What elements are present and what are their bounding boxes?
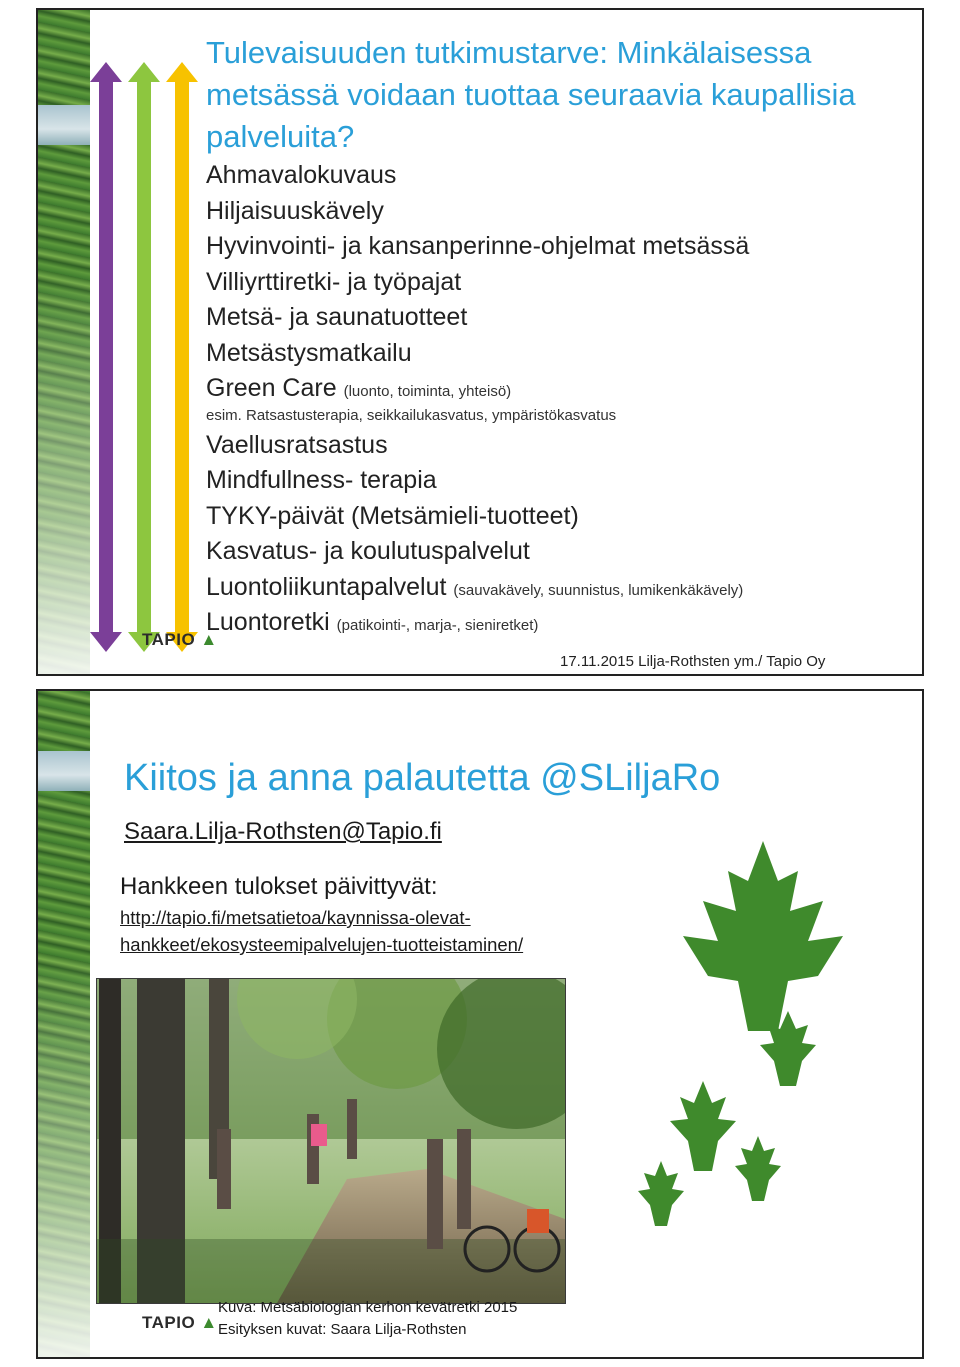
- small-tree-icon: [636, 1161, 686, 1226]
- results-heading: Hankkeen tulokset päivittyvät:: [120, 873, 438, 900]
- small-tree-icon: [758, 1011, 818, 1086]
- project-url-line-1[interactable]: [120, 907, 471, 929]
- purple-arrow: [90, 62, 122, 652]
- project-url-line-2[interactable]: [120, 934, 523, 956]
- list-item-luontoliikunta: [206, 570, 743, 609]
- double-arrows-graphic: [90, 62, 210, 652]
- tree-icon: ▲: [200, 630, 218, 649]
- small-tree-icon: [733, 1136, 783, 1201]
- list-subitem: esim. Ratsastusterapia, seikkailukasvatus, ympäristökasvatus: [206, 407, 617, 424]
- item-note: (sauvakävely, suunnistus, lumikenkäkävely): [453, 582, 744, 599]
- item-label: Green Care: [206, 374, 337, 402]
- url-text[interactable]: http://tapio.fi/metsatietoa/kaynnissa-olevat-: [120, 907, 471, 928]
- tree-icon: ▲: [200, 1313, 218, 1332]
- photo-caption: Kuva: Metsäbiologian kerhon kevätretki 2015: [218, 1299, 518, 1316]
- slide-footer: 17.11.2015 Lilja-Rothsten ym./ Tapio Oy: [560, 653, 826, 670]
- item-label: Luontoretki: [206, 608, 330, 636]
- tapio-logo-text: TAPIO: [142, 1313, 196, 1332]
- tapio-logo: [142, 1313, 218, 1333]
- list-item: Mindfullness- terapia: [206, 466, 437, 494]
- forest-photo-strip: [38, 691, 90, 1357]
- tapio-logo-text: TAPIO: [142, 630, 196, 649]
- list-item: Vaellusratsastus: [206, 431, 388, 459]
- slide-2: [36, 689, 924, 1359]
- small-tree-icon: [668, 1081, 738, 1171]
- slide-1: [36, 8, 924, 676]
- forest-trail-photo: [96, 978, 566, 1304]
- green-arrow: [128, 62, 160, 652]
- slide-title-line-3: palveluita?: [206, 119, 355, 154]
- email-text[interactable]: Saara.Lilja-Rothsten@Tapio.fi: [124, 818, 442, 845]
- list-item: Ahmavalokuvaus: [206, 161, 397, 189]
- item-label: Luontoliikuntapalvelut: [206, 573, 447, 601]
- slide-title-line-2: metsässä voidaan tuottaa seuraavia kaupallisia: [206, 77, 856, 112]
- large-tree-icon: [678, 841, 848, 1031]
- photo-credits: Esityksen kuvat: Saara Lilja-Rothsten: [218, 1321, 467, 1338]
- forest-photo-strip: [38, 10, 90, 674]
- list-item: Hiljaisuuskävely: [206, 197, 384, 225]
- list-item: Hyvinvointi- ja kansanperinne-ohjelmat metsässä: [206, 232, 750, 260]
- tapio-logo: [142, 630, 218, 650]
- list-item: Metsä- ja saunatuotteet: [206, 303, 468, 331]
- url-text[interactable]: hankkeet/ekosysteemipalvelujen-tuotteistaminen/: [120, 934, 524, 955]
- list-item-green-care: [206, 371, 511, 410]
- list-item: TYKY-päivät (Metsämieli-tuotteet): [206, 502, 579, 530]
- list-item: Villiyrttiretki- ja työpajat: [206, 268, 462, 296]
- list-item: Metsästysmatkailu: [206, 339, 412, 367]
- email-link[interactable]: [124, 818, 442, 846]
- item-note: (luonto, toiminta, yhteisö): [343, 383, 512, 400]
- list-item-luontoretki: [206, 605, 538, 644]
- item-note: (patikointi-, marja-, sieniretket): [336, 617, 539, 634]
- yellow-arrow: [166, 62, 198, 652]
- slide-title-line-1: Tulevaisuuden tutkimustarve: Minkälaisessa: [206, 35, 812, 70]
- list-item: Kasvatus- ja koulutuspalvelut: [206, 537, 530, 565]
- thank-you-title: Kiitos ja anna palautetta @SLiljaRo: [124, 757, 721, 799]
